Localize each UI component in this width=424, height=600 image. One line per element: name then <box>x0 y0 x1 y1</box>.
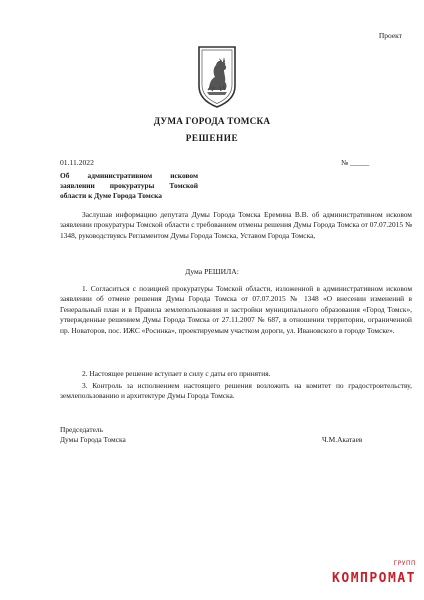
organization-name: ДУМА ГОРОДА ТОМСКА <box>153 116 271 126</box>
decision-heading: Дума РЕШИЛА: <box>185 267 239 276</box>
signatory-role <box>60 425 126 446</box>
preamble <box>60 210 412 241</box>
preamble-text: Заслушав информацию депутата Думы Города Томска Еремина В.В. об административном исковом заявлении прокуратуры Томской области с требованием отмены решения Думы Города Томска от 07.07.2015 № 1348, руководствуясь Регламентом Думы Города Томска, Уставом Города Томска, <box>60 210 412 240</box>
document-subject: Об административном исковом заявлении прокуратуры Томской области к Думе Города Томска <box>60 171 198 201</box>
decision-item-text: 2. Настоящее решение вступает в силу с даты его принятия. <box>82 369 271 378</box>
watermark-suffix: ГРУПП <box>393 560 416 567</box>
document-date: 01.11.2022 <box>60 158 94 167</box>
coat-of-arms-icon <box>197 46 237 108</box>
document-type: РЕШЕНИЕ <box>185 133 239 143</box>
document-number: № _____ <box>341 158 370 167</box>
draft-label: Проект <box>378 31 402 40</box>
watermark-brand: КОМПРОМАТ <box>332 571 416 586</box>
decision-item-3 <box>60 381 412 402</box>
signatory-name: Ч.М.Акатаев <box>322 435 363 444</box>
signatory-role-line-1: Председатель <box>60 425 103 434</box>
decision-item-1 <box>60 284 412 336</box>
signatory-role-line-2: Думы Города Томска <box>60 435 126 445</box>
decision-item-2 <box>60 369 412 379</box>
decision-item-text: 1. Согласиться с позицией прокуратуры Томской области, изложенной в административном исковом заявлении об отмене решения Думы Города Томска от 07.07.2015 № 1348 «О внесении изменений в Генеральный план и в Правила землепользования и застройки муниципального образования «Город Томск», утвержденные решением Думы Города Томска от 27.11.2007 № 687, в отношении территории, ограниченной пр. Новаторов, пос. ИЖС «Росинка», проектируемым участком дороги, ул. Ивановского в городе Томске». <box>60 284 412 335</box>
decision-item-text: 3. Контроль за исполнением настоящего решения возложить на комитет по градостроительству, землепользованию и архитектуре Думы Города Томска. <box>60 381 412 401</box>
